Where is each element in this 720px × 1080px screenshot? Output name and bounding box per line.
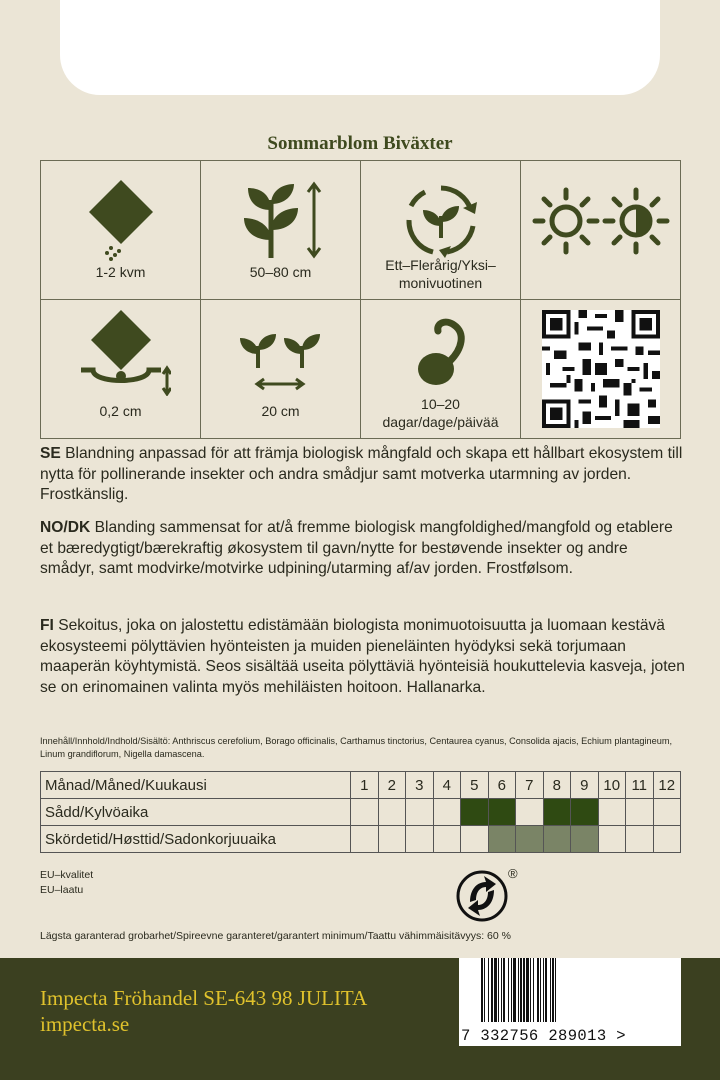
ingredients: Innehåll/Innhold/Indhold/Sisältö: Anthriscus cerefolium, Borago officinalis, Carthamus tinctorius, Centaurea cyanus, Consolida ajacis, Echium plantagineum, Linum grandiflorum, Nigella damascena. (40, 736, 673, 759)
eu-quality (40, 868, 93, 898)
description-no-dk (40, 518, 685, 580)
month-cell (488, 826, 516, 853)
calendar-header-label: Månad/Måned/Kuukausi (41, 772, 351, 799)
hang-hole-cutout (60, 0, 660, 95)
germination-label-text: 10–20 dagar/dage/päivää (382, 396, 499, 430)
eu-quality-line2: EU–laatu (40, 884, 84, 896)
month-header: 12 (653, 772, 681, 799)
lang-code-se: SE (40, 445, 61, 462)
sowing-depth-label: 0,2 cm (99, 403, 142, 419)
plant-spacing-icon (236, 324, 326, 394)
month-cell (571, 799, 599, 826)
description-no-dk-text: Blanding sammensat for at/å fremme biologisk mangfoldighed/mangfold og etablere et bæredygtigt/bærekraftig økosystem til gavn/nytte for bestøvende insekter og andre smådyr, samt modvirke/motvirke udpining/utarming af/av jorden. Frostfølsom. (40, 519, 673, 577)
lifecycle-cell (361, 161, 521, 300)
green-dot-mark (456, 868, 522, 929)
company-website[interactable]: impecta.se (40, 1012, 130, 1036)
month-cell (626, 826, 654, 853)
lifecycle-label (361, 256, 520, 292)
sowing-depth-icon (71, 306, 171, 396)
month-cell (433, 799, 461, 826)
sowing-depth-cell (41, 300, 201, 439)
description-fi (40, 616, 685, 698)
company-address (40, 985, 367, 1037)
month-cell (461, 826, 489, 853)
area-icon (81, 175, 161, 265)
area-cell (41, 161, 201, 300)
month-cell (626, 799, 654, 826)
height-icon (236, 180, 326, 260)
germination-label (361, 395, 520, 431)
month-cell (406, 799, 434, 826)
month-cell (653, 826, 681, 853)
month-header: 10 (598, 772, 626, 799)
month-header: 11 (626, 772, 654, 799)
month-header: 5 (461, 772, 489, 799)
month-header: 6 (488, 772, 516, 799)
month-header: 2 (378, 772, 406, 799)
calendar-header-row (41, 772, 681, 799)
description-se-text: Blandning anpassad för att främja biologisk mångfald och skapa ett hållbart ekosystem till nytta för pollinerande insekter och andra smådjur samt motverka utarmning av jorden. Frostkänslig. (40, 445, 683, 503)
sun-halfshade-icon (531, 186, 671, 256)
barcode-bar (556, 958, 558, 1022)
month-cell (351, 826, 379, 853)
calendar-row-label: Skördetid/Høsttid/Sadonkorjuuaika (41, 826, 351, 853)
month-header: 1 (351, 772, 379, 799)
month-header: 7 (516, 772, 544, 799)
month-cell (543, 799, 571, 826)
barcode-bars (481, 958, 671, 1022)
month-header: 4 (433, 772, 461, 799)
area-label: 1-2 kvm (95, 264, 146, 280)
lifecycle-label-text: Ett–Flerårig/Yksi– monivuotinen (385, 257, 496, 291)
month-header: 8 (543, 772, 571, 799)
plant-spacing-cell (201, 300, 361, 439)
registered-mark: ® (508, 866, 518, 881)
lang-code-no-dk: NO/DK (40, 519, 91, 536)
month-header: 3 (406, 772, 434, 799)
germination-guarantee: Lägsta garanterad grobarhet/Spireevne garanteret/garantert minimum/Taattu vähimmäisitävyys: 60 % (40, 930, 511, 942)
month-cell (516, 799, 544, 826)
description-se (40, 444, 685, 506)
description-fi-text: Sekoitus, joka on jalostettu edistämään biologista monimuotoisuutta ja luomaan kestävä ekosysteemi pölyttävien hyönteisten ja muiden pieneläinten hyödyksi sekä torjumaan maaperän köyhtymistä. Seos sisältää useita pölyttäviä hyönteisiä houkuttelevia kasveja, joten se on erinomainen valinta myös mehiläisten hoitoon. Hallanarka. (40, 617, 685, 696)
month-cell (433, 826, 461, 853)
month-cell (351, 799, 379, 826)
eu-quality-line1: EU–kvalitet (40, 869, 94, 881)
barcode (459, 958, 681, 1046)
germination-icon (406, 313, 476, 393)
qr-cell (521, 300, 681, 439)
month-cell (378, 826, 406, 853)
month-cell (378, 799, 406, 826)
month-header: 9 (571, 772, 599, 799)
month-cell (461, 799, 489, 826)
germination-cell (361, 300, 521, 439)
month-cell (543, 826, 571, 853)
lifecycle-icon (401, 180, 481, 260)
calendar-row-label: Sådd/Kylvöaika (41, 799, 351, 826)
month-cell (488, 799, 516, 826)
barcode-number: 7 332756 289013 > (461, 1027, 626, 1045)
icon-grid (40, 160, 681, 439)
sun-cell (521, 161, 681, 300)
month-cell (598, 826, 626, 853)
height-cell (201, 161, 361, 300)
sowing-calendar (40, 771, 681, 853)
calendar-row-sowing (41, 799, 681, 826)
month-cell (406, 826, 434, 853)
product-title: Sommarblom Biväxter (267, 133, 453, 154)
plant-spacing-label: 20 cm (261, 403, 300, 419)
month-cell (598, 799, 626, 826)
lang-code-fi: FI (40, 617, 54, 634)
company-name: Impecta Fröhandel SE-643 98 JULITA (40, 986, 368, 1010)
month-cell (653, 799, 681, 826)
month-cell (516, 826, 544, 853)
month-cell (571, 826, 599, 853)
calendar-row-harvest (41, 826, 681, 853)
height-label: 50–80 cm (249, 264, 312, 280)
qr-code-icon[interactable] (542, 310, 660, 428)
